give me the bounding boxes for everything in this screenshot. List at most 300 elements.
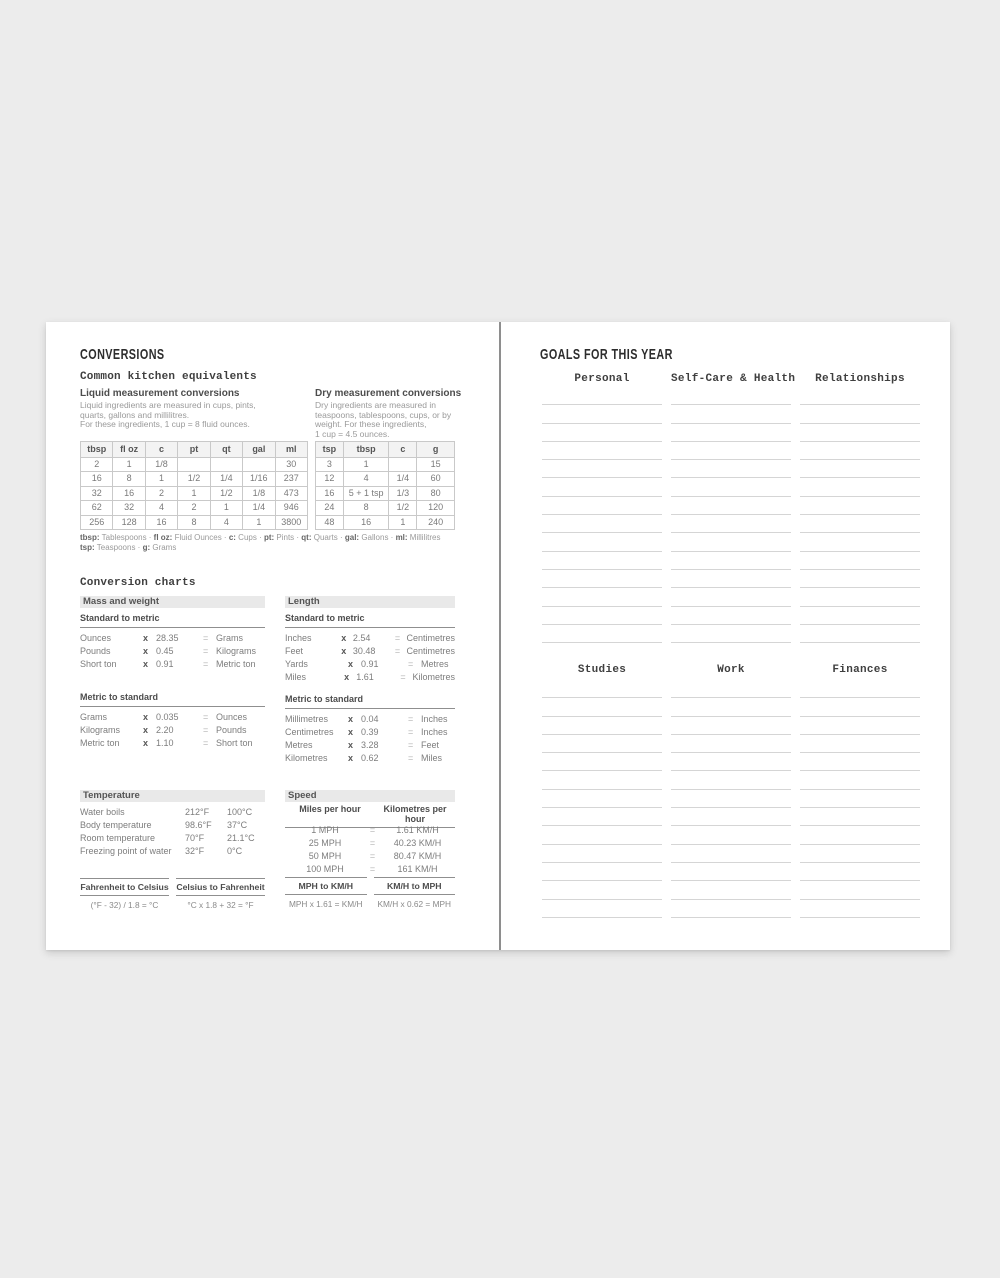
temperature-label: Water boils: [80, 807, 125, 817]
length-bar: Length: [285, 596, 455, 608]
equals-sign: =: [408, 753, 414, 763]
conversion-row: [285, 752, 455, 765]
table-cell: 2: [178, 501, 210, 515]
multiply-sign: x: [341, 633, 347, 643]
table-cell: 1/16: [243, 472, 275, 486]
conversion-to: Inches: [421, 727, 448, 737]
conversion-factor: 1.61: [356, 672, 374, 682]
mph-value: 1 MPH: [311, 825, 339, 835]
dry-conversion-table: [315, 441, 455, 530]
goal-column-studies: [542, 664, 662, 918]
ruled-line: [800, 405, 920, 423]
std-to-metric-head: Standard to metric: [285, 613, 455, 628]
table: [315, 441, 455, 530]
conversion-charts-heading: Conversion charts: [80, 577, 196, 589]
table-row: [316, 515, 455, 529]
table-cell: 16: [113, 486, 145, 500]
ruled-line: [542, 588, 662, 606]
ruled-line: [671, 845, 791, 863]
kmh-value: 80.47 KM/H: [393, 851, 442, 861]
ruled-line: [800, 717, 920, 735]
conversion-row: [285, 726, 455, 739]
temperature-block: [80, 790, 265, 920]
ruled-line: [800, 570, 920, 588]
table-cell: 1: [343, 458, 389, 472]
legend-abbr: fl oz:: [153, 533, 173, 542]
ruled-line: [542, 808, 662, 826]
equals-sign: =: [203, 725, 209, 735]
equals-sign: =: [369, 864, 376, 874]
conversion-factor: 2.54: [352, 633, 371, 643]
table-cell: 3800: [275, 515, 307, 529]
conversion-row: [285, 671, 455, 684]
ruled-line: [671, 753, 791, 771]
ruled-line: [800, 790, 920, 808]
metric-to-std-rows: [285, 713, 455, 765]
multiply-sign: x: [143, 712, 149, 722]
equals-sign: =: [369, 838, 376, 848]
conversion-from: Inches: [285, 633, 312, 643]
col-header: c: [145, 442, 177, 458]
table-cell: 8: [178, 515, 210, 529]
conversion-to: Pounds: [216, 725, 247, 735]
multiply-sign: x: [344, 672, 350, 682]
table-cell: 120: [417, 501, 455, 515]
ruled-line: [542, 570, 662, 588]
equals-sign: =: [203, 659, 209, 669]
table-cell: 16: [316, 486, 344, 500]
conversion-from: Centimetres: [285, 727, 334, 737]
equals-sign: =: [203, 712, 209, 722]
ruled-line: [800, 881, 920, 899]
description-line: 1 cup = 4.5 ounces.: [315, 428, 390, 439]
ruled-line: [542, 607, 662, 625]
formula-header: MPH to KM/H: [285, 877, 367, 895]
multiply-sign: x: [348, 753, 354, 763]
ruled-line: [542, 717, 662, 735]
equals-sign: =: [408, 659, 414, 669]
table-cell: 1/2: [210, 486, 242, 500]
equals-sign: =: [394, 633, 401, 643]
col-header: tbsp: [343, 442, 389, 458]
table-cell: 16: [145, 515, 177, 529]
ruled-line: [800, 497, 920, 515]
table-cell: 15: [417, 458, 455, 472]
conversion-factor: 28.35: [156, 633, 179, 643]
liquid-conversion-table: [80, 441, 308, 530]
ruled-line: [800, 863, 920, 881]
legend-abbr: g:: [142, 542, 151, 552]
ruled-line: [800, 753, 920, 771]
table-cell: 3: [316, 458, 344, 472]
goal-header: Self-Care & Health: [671, 373, 796, 385]
table-row: [316, 472, 455, 486]
ruled-line: [671, 900, 791, 918]
page-divider: [499, 322, 501, 950]
ruled-line: [671, 881, 791, 899]
ruled-line: [542, 625, 662, 643]
ruled-line: [542, 533, 662, 551]
table-cell: 32: [113, 501, 145, 515]
table-cell: 4: [145, 501, 177, 515]
celsius-value: 37°C: [227, 820, 248, 830]
goal-column-work: [671, 664, 791, 918]
speed-row: [285, 850, 455, 863]
table-cell: 1/4: [210, 472, 242, 486]
table-row: [316, 486, 455, 500]
ruled-line: [542, 826, 662, 844]
legend-abbr: tsp:: [80, 542, 95, 552]
ruled-line: [671, 460, 791, 478]
mph-value: 25 MPH: [308, 838, 342, 848]
conversion-factor: 0.04: [361, 714, 379, 724]
ruled-line: [800, 808, 920, 826]
std-to-metric-head: Standard to metric: [80, 613, 265, 628]
conversion-from: Miles: [285, 672, 307, 682]
legend-line-1: tbsp: Tablespoons · fl oz: Fluid Ounces · c: Cups · pt: Pints · qt: Quarts · gal: Gallons · ml: Millilitres: [80, 533, 441, 542]
table-cell: 473: [275, 486, 307, 500]
ruled-line: [800, 845, 920, 863]
conversion-factor: 0.39: [361, 727, 379, 737]
ruled-line: [671, 607, 791, 625]
table-row: [316, 458, 455, 472]
table-cell: 1/2: [389, 501, 417, 515]
table-cell: 4: [343, 472, 389, 486]
temperature-rows: [80, 806, 265, 858]
col-header: tbsp: [81, 442, 113, 458]
table-cell: 1/8: [243, 486, 275, 500]
goal-writing-lines: [671, 387, 791, 643]
ruled-line: [671, 478, 791, 496]
speed-formulas: [285, 877, 455, 909]
ruled-line: [671, 588, 791, 606]
celsius-value: 0°C: [227, 846, 243, 856]
ruled-line: [800, 680, 920, 698]
ruled-line: [800, 735, 920, 753]
speed-row: [285, 863, 455, 876]
conversion-from: Metres: [285, 740, 313, 750]
equals-sign: =: [394, 646, 401, 656]
ruled-line: [542, 515, 662, 533]
ruled-line: [800, 387, 920, 405]
legend-abbr: gal:: [344, 533, 360, 542]
liquid-heading: Liquid measurement conversions: [80, 388, 240, 399]
equals-sign: =: [408, 740, 414, 750]
conversion-to: Kilograms: [216, 646, 257, 656]
ruled-line: [542, 405, 662, 423]
multiply-sign: x: [143, 633, 149, 643]
conversion-to: Ounces: [216, 712, 248, 722]
conversion-factor: 0.45: [156, 646, 174, 656]
ruled-line: [671, 625, 791, 643]
equals-sign: =: [369, 825, 376, 835]
legend-abbr: tbsp:: [80, 533, 100, 542]
temperature-label: Body temperature: [80, 820, 152, 830]
ruled-line: [671, 863, 791, 881]
ruled-line: [542, 735, 662, 753]
conversion-from: Pounds: [80, 646, 111, 656]
description-line: quarts, gallons and millilitres.: [80, 409, 190, 420]
conversion-from: Ounces: [80, 633, 112, 643]
table-cell: 1: [389, 515, 417, 529]
table-cell: 5 + 1 tsp: [343, 486, 389, 500]
ruled-line: [542, 497, 662, 515]
table-cell: 24: [316, 501, 344, 515]
dry-description: [315, 401, 451, 439]
liquid-description: [80, 401, 256, 430]
ruled-line: [671, 424, 791, 442]
conversion-from: Yards: [285, 659, 308, 669]
col-header: pt: [178, 442, 210, 458]
table-cell: 1/3: [389, 486, 417, 500]
multiply-sign: x: [143, 738, 149, 748]
ruled-line: [671, 717, 791, 735]
ruled-line: [671, 387, 791, 405]
temperature-bar: Temperature: [80, 790, 265, 802]
goal-header: Finances: [832, 664, 888, 676]
legend-abbr: pt:: [263, 533, 275, 542]
table-cell: 1: [178, 486, 210, 500]
formula-cell: [176, 878, 265, 910]
goals-bottom-group: [542, 664, 920, 918]
ruled-line: [671, 533, 791, 551]
description-line: teaspoons, tablespoons, cups, or by: [315, 409, 452, 420]
equals-sign: =: [369, 851, 376, 861]
conversion-row: [285, 739, 455, 752]
conversion-to: Metres: [421, 659, 449, 669]
col-header: fl oz: [113, 442, 145, 458]
speed-bar: Speed: [285, 790, 455, 802]
table-cell: 32: [81, 486, 113, 500]
ruled-line: [671, 698, 791, 716]
goal-header: Studies: [577, 664, 627, 676]
ruled-line: [671, 442, 791, 460]
conversion-factor: 0.91: [156, 659, 174, 669]
equals-sign: =: [203, 738, 209, 748]
ruled-line: [542, 845, 662, 863]
goal-column-relationships: [800, 373, 920, 643]
temperature-row: [80, 806, 265, 819]
conversion-from: Feet: [285, 646, 304, 656]
goal-header: Work: [717, 664, 745, 676]
conversion-factor: 2.20: [156, 725, 174, 735]
conversion-row: [80, 711, 265, 724]
ruled-line: [671, 790, 791, 808]
conversion-factor: 30.48: [352, 646, 376, 656]
formula-header: KM/H to MPH: [374, 877, 456, 895]
ruled-line: [542, 424, 662, 442]
goal-writing-lines: [542, 680, 662, 918]
multiply-sign: x: [143, 725, 149, 735]
ruled-line: [800, 607, 920, 625]
ruled-line: [671, 497, 791, 515]
temperature-label: Room temperature: [80, 833, 156, 843]
ruled-line: [800, 552, 920, 570]
ruled-line: [800, 826, 920, 844]
ruled-line: [800, 698, 920, 716]
ruled-line: [542, 478, 662, 496]
formula-text: (°F - 32) / 1.8 = °C: [90, 900, 159, 910]
multiply-sign: x: [341, 646, 347, 656]
table-cell: 2: [81, 458, 113, 472]
celsius-value: 100°C: [227, 807, 253, 817]
std-to-metric-rows: [285, 632, 455, 684]
table-row: [81, 472, 308, 486]
ruled-line: [671, 515, 791, 533]
equals-sign: =: [400, 672, 406, 682]
equals-sign: =: [408, 727, 414, 737]
multiply-sign: x: [348, 740, 354, 750]
ruled-line: [800, 771, 920, 789]
ruled-line: [671, 552, 791, 570]
metric-to-std-rows: [80, 711, 265, 750]
ruled-line: [542, 790, 662, 808]
ruled-line: [800, 442, 920, 460]
metric-to-std-head: Metric to standard: [80, 692, 265, 707]
conversion-factor: 1.10: [156, 738, 174, 748]
ruled-line: [800, 515, 920, 533]
conversion-to: Inches: [421, 714, 448, 724]
conversion-from: Millimetres: [285, 714, 329, 724]
table-cell: 60: [417, 472, 455, 486]
std-to-metric-rows: [80, 632, 265, 671]
mass-weight-bar: Mass and weight: [80, 596, 265, 608]
multiply-sign: x: [348, 714, 354, 724]
table-cell: 128: [113, 515, 145, 529]
table-cell: 1: [210, 501, 242, 515]
goals-top-group: [542, 373, 920, 643]
col-header: ml: [275, 442, 307, 458]
table-cell: [243, 458, 275, 472]
length-block: [285, 596, 455, 766]
speed-block: [285, 790, 455, 920]
equals-sign: =: [203, 646, 209, 656]
temperature-row: [80, 832, 265, 845]
metric-to-std-head: Metric to standard: [285, 694, 455, 709]
conversion-row: [285, 713, 455, 726]
table-cell: 8: [113, 472, 145, 486]
speed-col-header-mph: Miles per hour: [299, 804, 361, 814]
conversion-to: Short ton: [216, 738, 253, 748]
conversion-row: [80, 724, 265, 737]
ruled-line: [671, 570, 791, 588]
conversion-to: Kilometres: [412, 672, 456, 682]
goal-column-selfcare-health: [671, 373, 796, 643]
table-cell: [178, 458, 210, 472]
table-cell: 240: [417, 515, 455, 529]
conversion-row: [285, 658, 455, 671]
goal-writing-lines: [671, 680, 791, 918]
ruled-line: [542, 460, 662, 478]
description-line: weight. For these ingredients,: [315, 419, 427, 430]
multiply-sign: x: [143, 646, 149, 656]
conversion-from: Metric ton: [80, 738, 120, 748]
ruled-line: [800, 625, 920, 643]
celsius-value: 21.1°C: [227, 833, 255, 843]
ruled-line: [542, 680, 662, 698]
table-cell: 1: [145, 472, 177, 486]
legend-abbr: qt:: [301, 533, 312, 542]
kitchen-equivalents-heading: Common kitchen equivalents: [80, 371, 257, 383]
mph-value: 100 MPH: [306, 864, 344, 874]
conversion-from: Kilometres: [285, 753, 328, 763]
table-cell: [389, 458, 417, 472]
speed-rows: [285, 824, 455, 876]
temperature-formulas: [80, 878, 265, 910]
table-cell: 4: [210, 515, 242, 529]
goal-header: Personal: [574, 373, 630, 385]
kmh-value: 1.61 KM/H: [396, 825, 439, 835]
fahrenheit-value: 32°F: [185, 846, 205, 856]
ruled-line: [671, 405, 791, 423]
ruled-line: [542, 442, 662, 460]
col-header: tsp: [316, 442, 344, 458]
planner-spread: [46, 322, 950, 950]
table-cell: 1/8: [145, 458, 177, 472]
conversion-factor: 0.62: [361, 753, 379, 763]
ruled-line: [542, 753, 662, 771]
ruled-line: [671, 771, 791, 789]
ruled-line: [671, 680, 791, 698]
table-header-row: [316, 442, 455, 458]
table-cell: 1/4: [389, 472, 417, 486]
formula-cell: [374, 877, 456, 909]
table-cell: 1: [113, 458, 145, 472]
conversion-to: Metric ton: [216, 659, 256, 669]
formula-header: Fahrenheit to Celsius: [80, 878, 169, 896]
ruled-line: [671, 826, 791, 844]
speed-row: [285, 837, 455, 850]
conversion-from: Kilograms: [80, 725, 121, 735]
table-cell: 30: [275, 458, 307, 472]
page-title-conversions: CONVERSIONS: [80, 346, 165, 363]
kmh-value: 40.23 KM/H: [393, 838, 442, 848]
dry-heading: Dry measurement conversions: [315, 388, 462, 399]
speed-col-header-kmh: Kilometres per hour: [383, 804, 447, 824]
conversion-to: Miles: [421, 753, 443, 763]
table-cell: 12: [316, 472, 344, 486]
abbreviation-legend: [80, 533, 475, 553]
description-line: Liquid ingredients are measured in cups, pints,: [80, 400, 256, 410]
table-cell: 946: [275, 501, 307, 515]
table-header-row: [81, 442, 308, 458]
conversion-row: [80, 737, 265, 750]
legend-abbr: c:: [228, 533, 236, 542]
conversion-to: Grams: [216, 633, 243, 643]
goal-writing-lines: [542, 387, 662, 643]
table-row: [81, 501, 308, 515]
fahrenheit-value: 212°F: [185, 807, 210, 817]
conversion-row: [80, 658, 265, 671]
table-row: [81, 486, 308, 500]
ruled-line: [542, 771, 662, 789]
ruled-line: [542, 387, 662, 405]
fahrenheit-value: 98.6°F: [185, 820, 212, 830]
table-cell: 237: [275, 472, 307, 486]
formula-cell: [285, 877, 367, 909]
table-cell: 62: [81, 501, 113, 515]
mph-value: 50 MPH: [308, 851, 342, 861]
speed-row: [285, 824, 455, 837]
table-row: [316, 501, 455, 515]
conversion-to: Centimetres: [406, 646, 455, 656]
ruled-line: [542, 900, 662, 918]
multiply-sign: x: [348, 659, 354, 669]
ruled-line: [800, 588, 920, 606]
ruled-line: [542, 881, 662, 899]
conversion-factor: 0.91: [361, 659, 379, 669]
formula-cell: [80, 878, 169, 910]
